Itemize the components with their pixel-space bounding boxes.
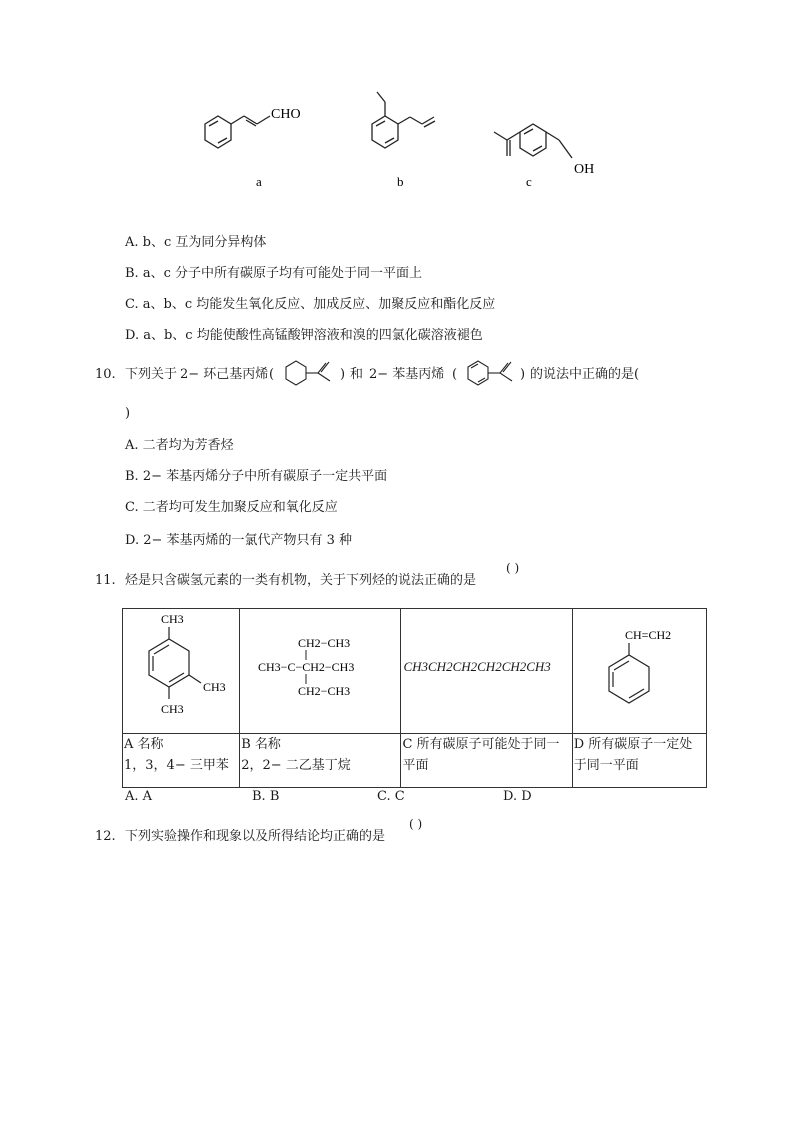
- cell-a-line-2: 1，3，4− 三甲苯: [124, 758, 229, 773]
- structure-c-label: c: [526, 174, 532, 189]
- structure-a-label: a: [256, 174, 262, 189]
- cell-a-line-1: A 名称: [124, 737, 164, 752]
- hexane-formula: CH3CH2CH2CH2CH2CH3: [403, 659, 551, 674]
- q9-option-c[interactable]: C. a、b、c 均能发生氧化反应、加成反应、加聚反应和酯化反应: [125, 297, 496, 312]
- q9-option-b[interactable]: B. a、c 分子中所有碳原子均有可能处于同一平面上: [125, 266, 422, 281]
- q11-number: 11.: [95, 573, 116, 588]
- styrene-structure: [573, 609, 706, 729]
- q10-compound-name-1: 2− 环己基丙烯: [180, 367, 269, 382]
- cell-name-d: [572, 734, 706, 788]
- cell-c-line-2: 平面: [402, 758, 429, 773]
- cell-structure-b: [240, 609, 401, 734]
- hydroxyl-group-label: OH: [574, 162, 595, 177]
- q12-number: 12.: [95, 829, 116, 844]
- cell-b-line-1: B 名称: [241, 737, 281, 752]
- svg-text:.: .: [381, 92, 385, 107]
- q9-option-a[interactable]: A. b、c 互为同分异构体: [125, 235, 267, 250]
- q10-paren-close: ): [125, 406, 131, 421]
- q10-stem-part-2: 和: [350, 367, 364, 382]
- methyl-right-label: CH3: [203, 680, 226, 694]
- q12-stem: 下列实验操作和现象以及所得结论均正确的是: [125, 829, 386, 844]
- q10-option-b[interactable]: B. 2− 苯基丙烯分子中所有碳原子一定共平面: [125, 469, 388, 484]
- q10-stem-part-3: 的说法中正确的是(: [530, 367, 640, 382]
- q11-choice-a[interactable]: A. A: [125, 789, 153, 804]
- vinyl-group-label: CH=CH2: [624, 628, 671, 642]
- struct-b-line-3: CH2−CH3: [298, 684, 351, 698]
- cell-c-line-1: C 所有碳原子可能处于同一: [402, 737, 560, 752]
- cell-d-line-2: 于同一平面: [573, 758, 639, 773]
- structure-b-label: b: [397, 174, 404, 189]
- q11-choice-c[interactable]: C. C: [377, 789, 405, 804]
- struct-b-line-1: CH2−CH3: [298, 636, 351, 650]
- cell-b-line-2: 2，2− 二乙基丁烷: [241, 758, 351, 773]
- methyl-bottom-label: CH3: [161, 702, 184, 716]
- structure-a: [205, 116, 270, 148]
- q11-choice-b[interactable]: B. B: [252, 789, 280, 804]
- cell-d-line-1: D 所有碳原子一定处: [573, 737, 693, 752]
- cell-structure-d: [572, 609, 706, 734]
- q12-answer-paren: ( ): [409, 817, 423, 831]
- q9-structures-figure: [180, 82, 620, 192]
- phenyl-propene-structure: [460, 357, 520, 389]
- cell-name-b: [240, 734, 401, 788]
- trimethylbenzene-structure: [123, 609, 239, 729]
- aldehyde-group-label: CHO: [271, 107, 301, 122]
- cell-name-c: [401, 734, 572, 788]
- q11-table: [122, 608, 707, 788]
- cell-structure-a: [123, 609, 240, 734]
- methyl-top-label: CH3: [161, 612, 184, 626]
- diethylbutane-structure: [240, 609, 400, 729]
- cell-structure-c: [401, 609, 572, 734]
- struct-b-line-2: CH3−C−CH2−CH3: [258, 660, 355, 674]
- q9-option-d[interactable]: D. a、b、c 均能使酸性高锰酸钾溶液和溴的四氯化碳溶液褪色: [125, 328, 483, 343]
- q10-option-d[interactable]: D. 2− 苯基丙烯的一氯代产物只有 3 种: [125, 533, 353, 548]
- q10-stem-part-1: 下列关于: [125, 367, 178, 382]
- q11-answer-paren: ( ): [506, 561, 520, 575]
- q10-option-c[interactable]: C. 二者均可发生加聚反应和氧化反应: [125, 500, 338, 515]
- q11-choice-d[interactable]: D. D: [503, 789, 532, 804]
- cyclohexyl-propene-structure: [278, 357, 340, 389]
- q10-number: 10.: [95, 367, 116, 382]
- q10-option-a[interactable]: A. 二者均为芳香烃: [125, 438, 234, 453]
- structure-c: [494, 124, 572, 158]
- cell-name-a: [123, 734, 240, 788]
- q10-compound-name-2: 2− 苯基丙烯: [369, 367, 445, 382]
- q11-stem: 烃是只含碳氢元素的一类有机物，关于下列烃的说法正确的是: [125, 573, 477, 588]
